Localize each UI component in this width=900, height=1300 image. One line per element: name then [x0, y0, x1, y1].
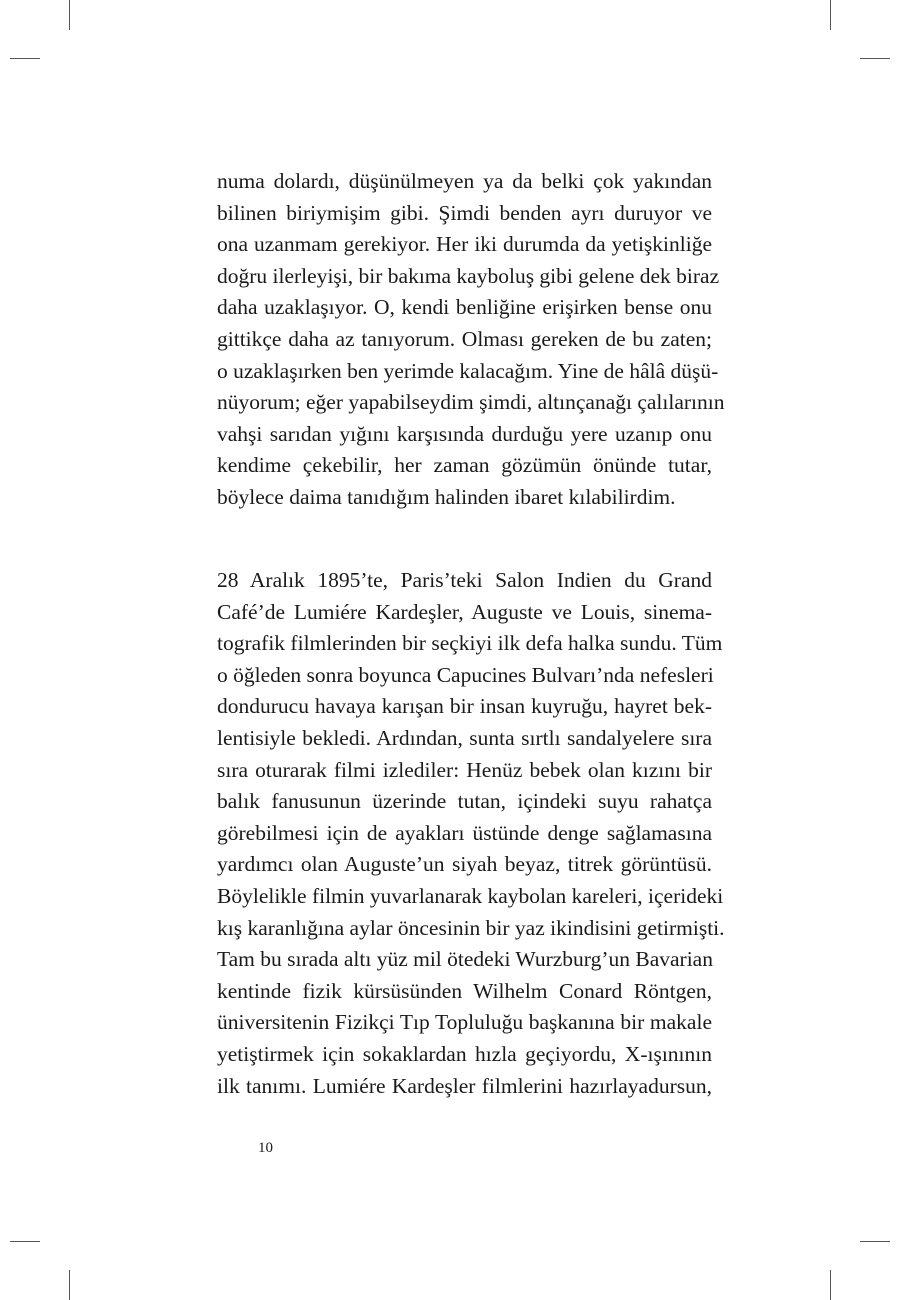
text-line: o uzaklaşırken ben yerimde kalacağım. Yine de hâlâ düşü-	[217, 358, 719, 383]
paragraph-2	[217, 565, 725, 1102]
text-line: Café’de Lumiére Kardeşler, Auguste ve Louis, sinema-	[217, 599, 712, 624]
text-line: böylece daima tanıdığım halinden ibaret kılabilirdim.	[217, 484, 676, 509]
text-line: yetiştirmek için sokaklardan hızla geçiyordu, X-ışınının	[217, 1041, 712, 1066]
text-line: kış karanlığına aylar öncesinin bir yaz ikindisini getirmişti.	[217, 915, 725, 940]
text-line: o öğleden sonra boyunca Capucines Bulvarı’nda nefesleri	[217, 662, 714, 687]
text-line: doğru ilerleyişi, bir bakıma kayboluş gibi gelene dek biraz	[217, 263, 720, 288]
crop-mark-bottom-left-vertical	[69, 1270, 70, 1300]
crop-mark-top-right-horizontal	[860, 58, 890, 59]
text-line: görebilmesi için de ayakları üstünde denge sağlamasına	[217, 820, 712, 845]
text-line: Böylelikle filmin yuvarlanarak kaybolan kareleri, içerideki	[217, 883, 724, 908]
text-line: numa dolardı, düşünülmeyen ya da belki çok yakından	[217, 169, 712, 193]
text-line: daha uzaklaşıyor. O, kendi benliğine erişirken bense onu	[217, 295, 712, 320]
page-number: 10	[258, 1140, 273, 1156]
text-line: 28 Aralık 1895’te, Paris’teki Salon Indien du Grand	[217, 568, 712, 592]
text-line: yardımcı olan Auguste’un siyah beyaz, titrek görüntüsü.	[217, 852, 712, 877]
text-line: balık fanusunun üzerinde tutan, içindeki suyu rahatça	[217, 789, 712, 814]
text-line: sıra oturarak filmi izlediler: Henüz bebek olan kızını bir	[217, 757, 712, 782]
text-line: kendime çekebilir, her zaman gözümün önünde tutar,	[217, 453, 712, 478]
text-line: bilinen biriymişim gibi. Şimdi benden ayrı duruyor ve	[217, 200, 712, 225]
text-line: lentisiyle bekledi. Ardından, sunta sırtlı sandalyelere sıra	[217, 725, 712, 750]
text-line: Tam bu sırada altı yüz mil ötedeki Wurzburg’un Bavarian	[217, 947, 713, 972]
text-line: üniversitenin Fizikçi Tıp Topluluğu başkanına bir makale	[217, 1010, 712, 1035]
text-line: dondurucu havaya karışan bir insan kuyruğu, hayret bek-	[217, 694, 712, 719]
crop-mark-bottom-left-horizontal	[10, 1241, 40, 1242]
crop-mark-top-left-vertical	[69, 0, 70, 30]
text-line: kentinde fizik kürsüsünden Wilhelm Conard Röntgen,	[217, 978, 712, 1003]
paragraph-1	[217, 166, 725, 514]
text-line: ilk tanımı. Lumiére Kardeşler filmlerini hazırlayadursun,	[217, 1073, 712, 1098]
crop-mark-top-left-horizontal	[10, 58, 40, 59]
text-line: ona uzanmam gerekiyor. Her iki durumda da yetişkinliğe	[217, 232, 712, 257]
text-line: gittikçe daha az tanıyorum. Olması gereken de bu zaten;	[217, 326, 712, 351]
text-line: tografik filmlerinden bir seçkiyi ilk defa halka sundu. Tüm	[217, 631, 723, 656]
crop-mark-bottom-right-horizontal	[860, 1241, 890, 1242]
text-line: vahşi sarıdan yığını karşısında durduğu yere uzanıp onu	[217, 421, 712, 446]
crop-mark-bottom-right-vertical	[830, 1270, 831, 1300]
text-line: nüyorum; eğer yapabilseydim şimdi, altınçanağı çalılarının	[217, 390, 725, 415]
crop-mark-top-right-vertical	[830, 0, 831, 30]
